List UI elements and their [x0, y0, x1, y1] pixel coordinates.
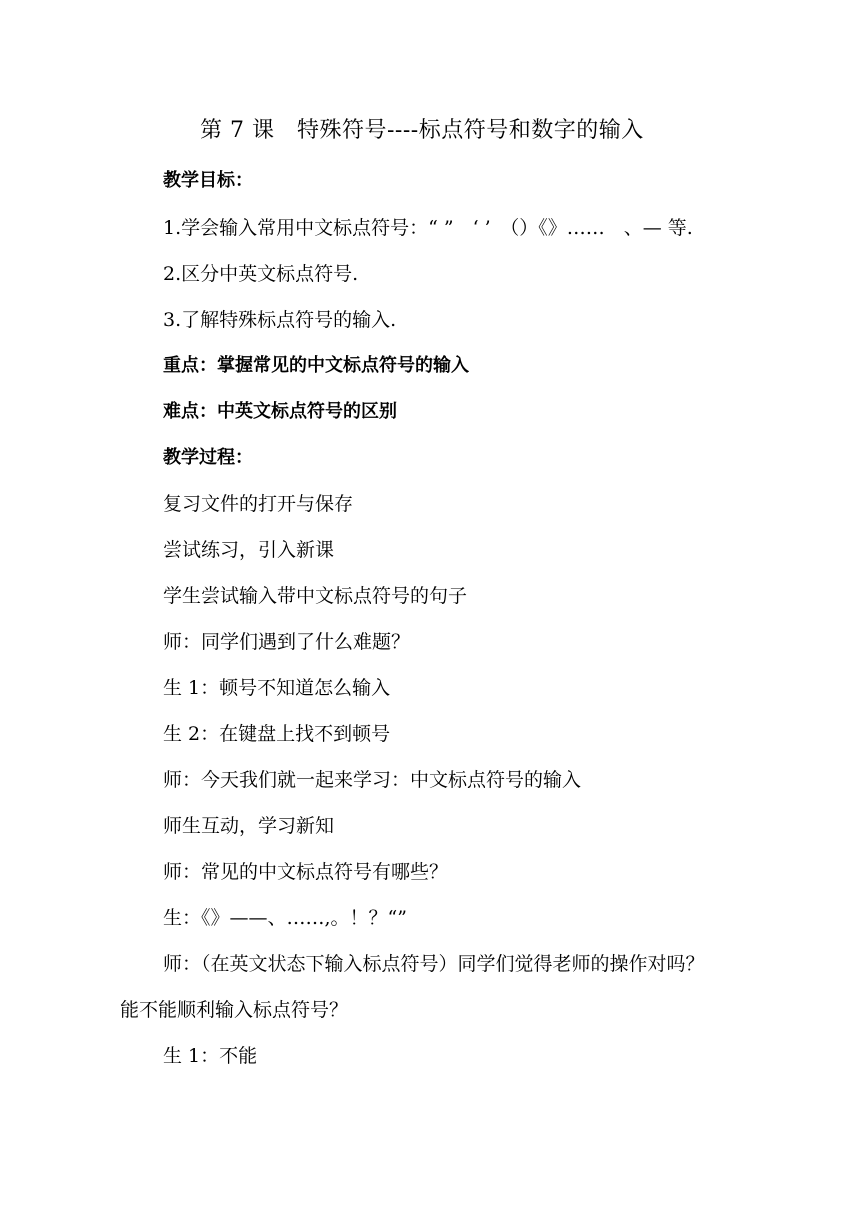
process-line-12: 生 1：不能: [163, 1045, 258, 1067]
process-line-6: 生 2：在键盘上找不到顿号: [163, 723, 391, 745]
process-line-11: 师：（在英文状态下输入标点符号）同学们觉得老师的操作对吗？: [163, 953, 705, 975]
objective-2: 2.区分中英文标点符号.: [163, 263, 359, 285]
process-line-11-continued: 能不能顺利输入标点符号？: [120, 999, 349, 1021]
process-line-8: 师生互动，学习新知: [163, 815, 335, 837]
process-line-3: 学生尝试输入带中文标点符号的句子: [163, 585, 468, 607]
lesson-title: 第 7 课 特殊符号----标点符号和数字的输入: [200, 118, 644, 143]
difficult-point: 难点：中英文标点符号的区别: [163, 401, 397, 422]
process-line-1: 复习文件的打开与保存: [163, 493, 354, 515]
process-line-4: 师：同学们遇到了什么难题？: [163, 631, 411, 653]
process-line-9: 师：常见的中文标点符号有哪些？: [163, 861, 449, 883]
key-point: 重点：掌握常见的中文标点符号的输入: [163, 355, 469, 376]
process-line-2: 尝试练习，引入新课: [163, 539, 335, 561]
objective-3: 3.了解特殊标点符号的输入.: [163, 309, 397, 331]
process-line-5: 生 1：顿号不知道怎么输入: [163, 677, 391, 699]
objective-1: 1.学会输入常用中文标点符号：“ ” ‘ ’ （）《》…… 、— 等.: [163, 217, 693, 239]
process-line-7: 师：今天我们就一起来学习：中文标点符号的输入: [163, 769, 582, 791]
section-heading-process: 教学过程：: [163, 447, 253, 468]
process-line-10: 生：《》——、……,。！？“”: [163, 907, 407, 929]
section-heading-objectives: 教学目标：: [163, 170, 253, 191]
